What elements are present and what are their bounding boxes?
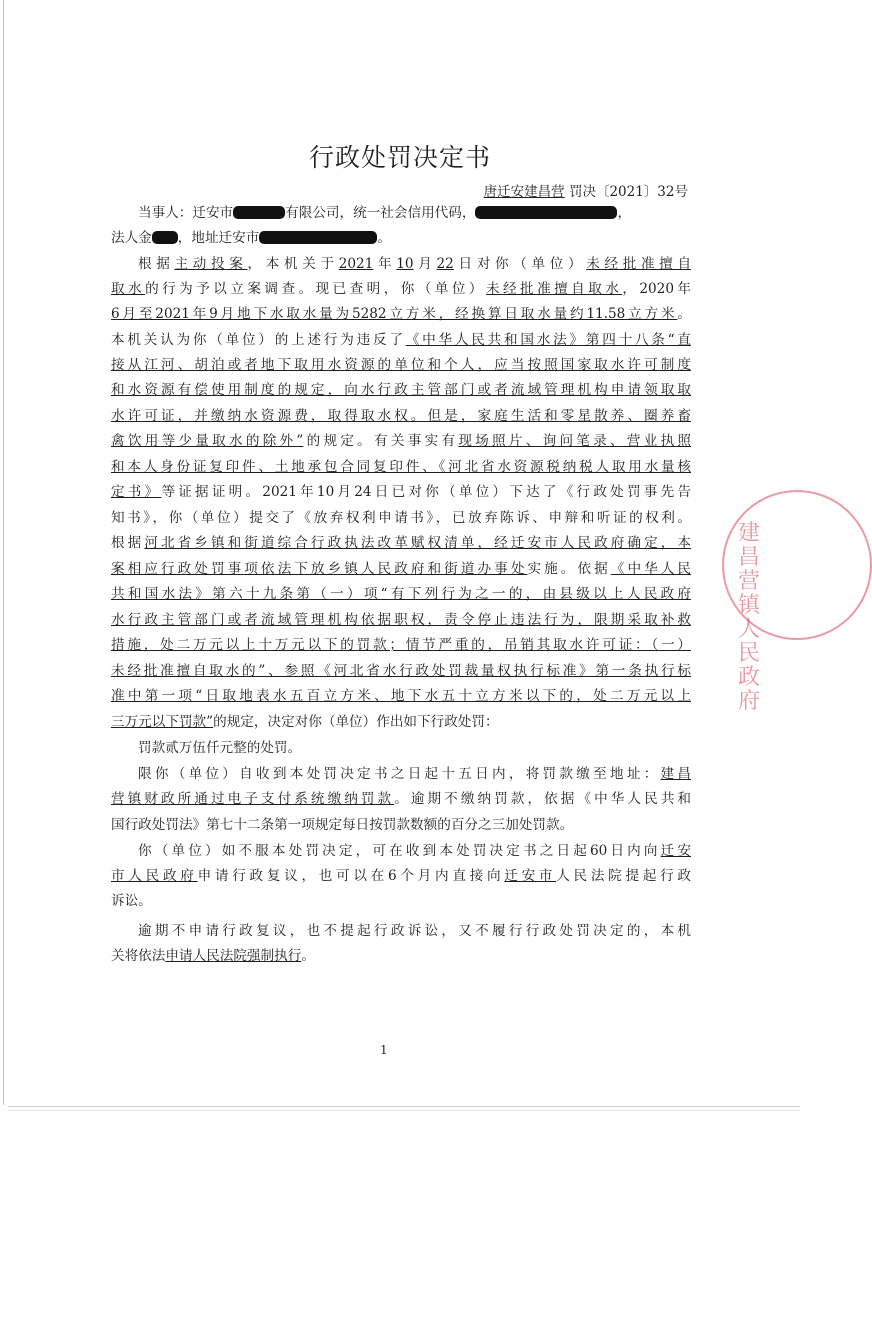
body-line: 三万元以下罚款”的规定，决定对你（单位）作出如下行政处罚： [111,714,499,730]
doc-number-prefix: 唐迁安建昌营 [483,184,565,200]
body-line: 根据主动投案，本机关于2021年10月22日对你（单位）未经批准擅自 [138,256,692,272]
body-line: 和本人身份证复印件、土地承包合同复印件、《河北省水资源税纳税人取用水量核 [111,459,691,475]
redaction-company [233,206,285,219]
body-line: 逾期不申请行政复议，也不提起行政诉讼，又不履行行政处罚决定的，本机 [138,923,691,939]
body-line: 准中第一项“日取地表水五百立方米、地下水五十立方米以下的，处二万元以上 [111,688,691,704]
party-line-2 [111,228,691,248]
body-line: 水行政主管部门或者流域管理机构依据职权，责令停止违法行为，限期采取补救 [111,612,691,628]
redaction-address [259,231,377,244]
body-line: 本机关认为你（单位）的上述行为违反了《中华人民共和国水法》第四十八条“直 [111,332,692,348]
scan-edge-bottom-shadow [8,1110,800,1111]
body-line: 措施，处二万元以上十万元以下的罚款；情节严重的，吊销其取水许可证：（一） [111,637,691,653]
body-line: 水许可证，并缴纳水资源费，取得取水权。但是，家庭生活和零星散养、圈养畜 [111,408,691,424]
doc-number-suffix: 罚决〔2021〕32号 [568,184,688,200]
body-line: 取水的行为予以立案调查。现已查明，你（单位）未经批准擅自取水，2020年 [111,281,692,297]
body-line: 根据河北省乡镇和街道综合行政执法改革赋权清单，经迁安市人民政府确定，本 [111,535,692,551]
redaction-legal-rep [152,231,178,244]
address-prefix: ，地址迁安市 [177,230,260,246]
party-line-1-end: ， [617,205,632,221]
body-line: 定书》等证据证明。2021年10月24日已对你（单位）下达了《行政处罚事先告 [111,484,691,500]
body-line: 关将依法申请人民法院强制执行。 [111,948,315,964]
document-number [484,180,688,200]
body-line: 6月至2021年9月地下水取水量为5282立方米，经换算日取水量约11.58立方米。 [111,306,691,322]
official-seal [722,490,872,714]
redaction-credit-code [475,206,617,219]
party-name-rest: 有限公司，统一社会信用代码， [285,205,476,221]
body-line: 共和国水法》第六十九条第（一）项“有下列行为之一的，由县级以上人民政府 [111,586,691,602]
body-line: 未经批准擅自取水的”、参照《河北省水行政处罚裁量权执行标准》第一条执行标 [111,663,691,679]
body-line: 诉讼。 [111,893,152,909]
party-line-1 [111,203,691,223]
body-line: 案相应行政处罚事项依法下放乡镇人民政府和街道办事处实施。依据《中华人民 [111,561,692,577]
party-name-prefix: 当事人：迁安市 [138,205,234,221]
seal-text: 建昌营镇人民政府 [738,521,761,714]
body-line: 国行政处罚法》第七十二条第一项规定每日按罚款数额的百分之三加处罚款。 [111,817,574,833]
party-line-2-end: 。 [377,230,391,246]
body-line: 你（单位）如不服本处罚决定，可在收到本处罚决定书之日起60日内向迁安 [138,843,692,859]
body-line: 知书》，你（单位）提交了《放弃权利申请书》，已放弃陈诉、申辩和听证的权利。 [111,510,691,526]
body-line: 市人民政府申请行政复议，也可以在6个月内直接向迁安市人民法院提起行政 [111,868,692,884]
body-line: 接从江河、胡泊或者地下取用水资源的单位和个人，应当按照国家取水许可制度 [111,357,691,373]
penalty-line: 罚款贰万伍仟元整的处罚。 [138,740,302,756]
legal-rep-prefix: 法人金 [111,230,152,246]
page-number: 1 [380,1043,388,1057]
body-line: 营镇财政所通过电子支付系统缴纳罚款。逾期不缴纳罚款，依据《中华人民共和 [111,791,691,807]
body-line: 和水资源有偿使用制度的规定，向水行政主管部门或者流域管理机构申请领取取 [111,382,691,398]
document-title: 行政处罚决定书 [308,143,491,172]
scan-edge-bottom [8,1106,800,1107]
body-line: 禽饮用等少量取水的除外”的规定。有关事实有现场照片、询问笔录、营业执照 [111,433,692,449]
body-line: 限你（单位）自收到本处罚决定书之日起十五日内，将罚款缴至地址：建昌 [138,766,692,782]
